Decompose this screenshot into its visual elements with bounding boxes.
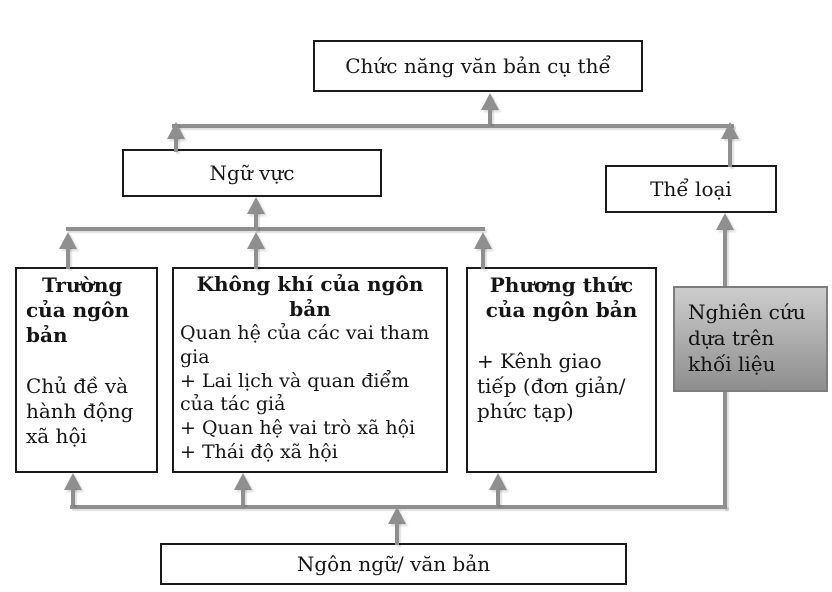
node-tenor-line: + Lai lịch và quan điểm của tác giả (180, 369, 410, 416)
node-field-body: Chủ đề và hành động xã hội (26, 374, 134, 448)
arrow-shaft (254, 246, 258, 269)
arrow-shaft (488, 107, 492, 124)
node-mode-body: + Kênh giao tiếp (đơn giản/ phức tạp) (477, 349, 626, 423)
node-mode-title: Phương thức của ngôn bản (485, 273, 638, 322)
node-genre-label: Thể loại (650, 176, 732, 201)
node-text-function (313, 40, 643, 92)
node-tenor (172, 267, 448, 473)
node-corpus-label: Nghiên cứu dựa trên khối liệu (688, 300, 806, 376)
node-register-label: Ngữ vực (209, 160, 295, 185)
node-text-function-label: Chức năng văn bản cụ thể (345, 53, 611, 78)
node-tenor-line: + Quan hệ vai trò xã hội (180, 417, 416, 439)
arrow-shaft (174, 136, 178, 152)
arrow-shaft (481, 246, 485, 269)
arrow-shaft (728, 136, 732, 167)
arrow-shaft (66, 246, 70, 269)
node-tenor-line: Quan hệ của các vai tham gia (180, 322, 430, 368)
arrow-shaft (496, 487, 500, 505)
node-genre (605, 165, 777, 213)
node-language-label: Ngôn ngữ/ văn bản (296, 551, 491, 576)
spacer (26, 348, 147, 374)
node-field (15, 267, 158, 473)
arrow-shaft (254, 211, 258, 231)
node-field-title: Trường của ngôn bản (26, 273, 130, 347)
arrow-shaft (241, 487, 245, 505)
arrow-shaft (395, 521, 399, 545)
spacer (477, 323, 646, 349)
node-tenor-line: + Thái độ xã hội (180, 440, 338, 463)
node-tenor-title: Không khí của ngôn bản (196, 272, 424, 321)
connector-rail-top (172, 124, 734, 128)
node-language (160, 543, 627, 585)
node-corpus-note (673, 286, 828, 392)
node-register (122, 149, 382, 197)
arrow-shaft (71, 487, 75, 505)
node-mode (466, 267, 657, 473)
connector-rail-register (66, 227, 485, 231)
